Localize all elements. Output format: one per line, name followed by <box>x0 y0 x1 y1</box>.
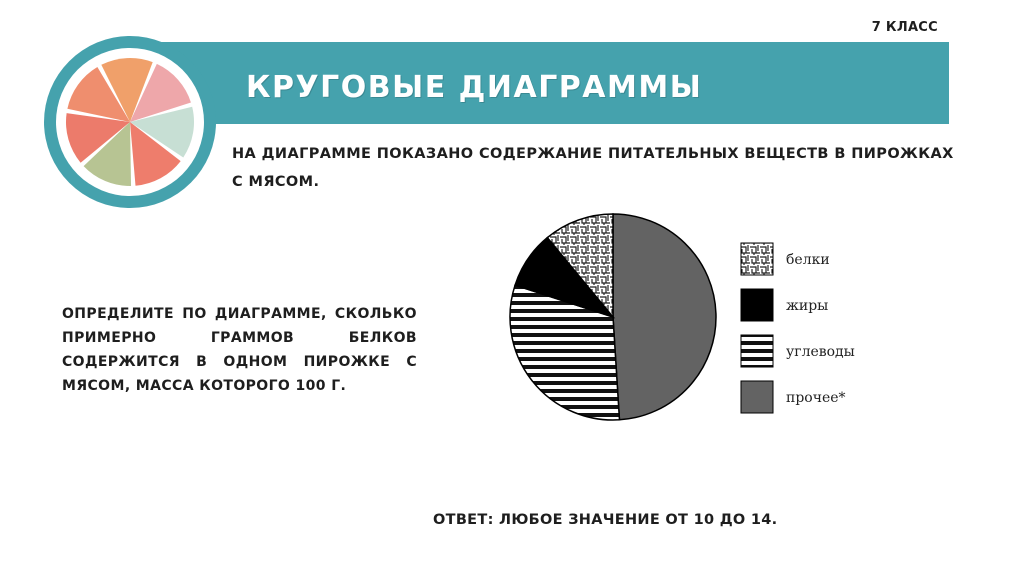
legend-swatch-gray <box>741 381 773 413</box>
page-title: КРУГОВЫЕ ДИАГРАММЫ <box>246 70 703 105</box>
nutrient-pie-chart <box>490 205 870 455</box>
legend-label: углеводы <box>786 344 855 360</box>
legend-swatch-black <box>741 289 773 321</box>
pie-logo-icon <box>44 36 216 208</box>
grade-label: 7 КЛАСС <box>871 20 938 35</box>
legend-swatch-stripes <box>741 335 773 367</box>
legend-label: прочее* <box>786 390 846 406</box>
answer-text: ОТВЕТ: ЛЮБОЕ ЗНАЧЕНИЕ ОТ 10 ДО 14. <box>433 512 778 528</box>
pie-slice-gray <box>613 214 716 420</box>
task-text: ОПРЕДЕЛИТЕ ПО ДИАГРАММЕ, СКОЛЬКО ПРИМЕРНО ГРАММОВ БЕЛКОВ СОДЕРЖИТСЯ В ОДНОМ ПИРОЖКЕ С МЯСОМ, МАССА КОТОРОГО 100 Г. <box>62 306 417 394</box>
legend-label: жиры <box>786 298 829 314</box>
question-text: НА ДИАГРАММЕ ПОКАЗАНО СОДЕРЖАНИЕ ПИТАТЕЛЬНЫХ ВЕЩЕСТВ В ПИРОЖКАХ С МЯСОМ. <box>232 146 954 190</box>
legend-label: белки <box>786 252 830 268</box>
legend-swatch-maze <box>741 243 773 275</box>
